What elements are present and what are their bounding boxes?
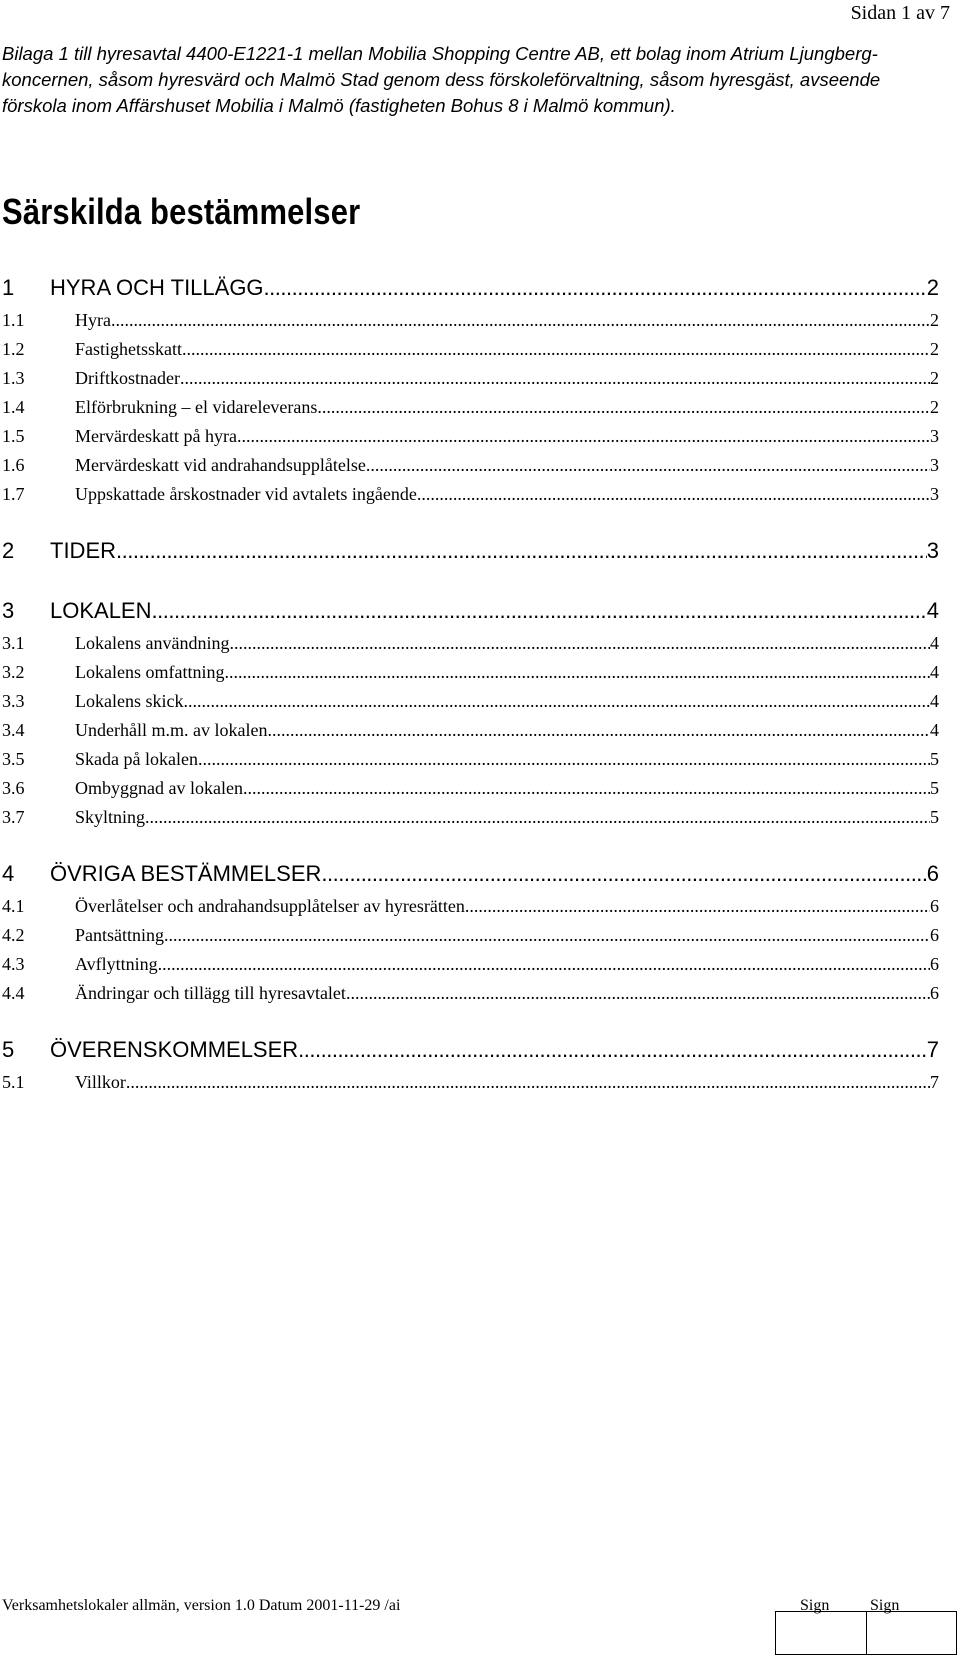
toc-label: Överlåtelser och andrahandsupplåtelser av hyresrätten [75,896,465,916]
toc-label: Avflyttning [75,954,158,974]
toc-subsection-entry[interactable] [2,364,939,393]
toc-number: 4.1 [2,896,25,916]
toc-dot-leader [158,950,930,979]
toc-subsection-entry[interactable] [2,892,939,921]
toc-number: 4.4 [2,983,25,1003]
toc-dot-leader [182,335,930,364]
toc-section-entry[interactable] [2,593,939,629]
toc-label: Skada på lokalen [75,749,198,769]
toc-page-number: 6 [930,954,939,974]
toc-dot-leader [183,687,930,716]
toc-subsection-entry[interactable] [2,745,939,774]
toc-label: Pantsättning [75,925,164,945]
toc-subsection-entry[interactable] [2,774,939,803]
toc-section-entry[interactable] [2,856,939,892]
toc-number: 1.2 [2,339,25,359]
toc-number: 4.2 [2,925,25,945]
table-of-contents [2,270,939,1097]
toc-number: 3.3 [2,691,25,711]
toc-dot-leader [224,658,930,687]
toc-label: Lokalens omfattning [75,662,225,682]
toc-subsection-entry[interactable] [2,950,939,979]
toc-number: 5 [2,1037,15,1062]
toc-subsection-entry[interactable] [2,393,939,422]
toc-subsection-entry[interactable] [2,451,939,480]
toc-subsection-entry[interactable] [2,306,939,335]
toc-page-number: 3 [930,455,939,475]
toc-number: 1 [2,275,15,300]
intro-paragraph: Bilaga 1 till hyresavtal 4400-E1221-1 mellan Mobilia Shopping Centre AB, ett bolag inom Atrium Ljungberg-koncernen, såsom hyresvärd och Malmö Stad genom dess förskoleförvaltning, såsom hyresgäst, avseende förskola inom Affärshuset Mobilia i Malmö (fastigheten Bohus 8 i Malmö kommun). [2,43,881,116]
toc-page-number: 6 [926,861,939,886]
signature-boxes [775,1611,957,1655]
toc-label: Elförbrukning – el vidareleverans [75,397,318,417]
toc-number: 1.4 [2,397,25,417]
toc-subsection-entry[interactable] [2,335,939,364]
toc-page-number: 7 [930,1072,939,1092]
toc-label: Mervärdeskatt på hyra [75,426,237,446]
toc-number: 1.7 [2,484,25,504]
toc-label: ÖVRIGA BESTÄMMELSER [50,861,322,886]
toc-page-number: 7 [926,1037,939,1062]
toc-page-number: 4 [930,633,939,653]
toc-section-entry[interactable] [2,533,939,569]
toc-dot-leader [366,451,930,480]
toc-dot-leader [180,364,930,393]
footer-version-text: Verksamhetslokaler allmän, version 1.0 Datum 2001-11-29 /ai [2,1597,401,1614]
toc-page-number: 5 [930,807,939,827]
toc-subsection-entry[interactable] [2,1068,939,1097]
toc-page-number: 6 [930,983,939,1003]
toc-dot-leader [152,593,927,629]
toc-number: 3.5 [2,749,25,769]
toc-dot-leader [298,1032,927,1068]
toc-dot-leader [465,892,930,921]
signature-box-2[interactable] [866,1612,957,1655]
toc-subsection-entry[interactable] [2,716,939,745]
toc-page-number: 3 [930,426,939,446]
toc-number: 3.7 [2,807,25,827]
toc-label: ÖVERENSKOMMELSER [50,1037,299,1062]
signature-box-1[interactable] [776,1612,867,1655]
page-number: Sidan 1 av 7 [850,2,950,24]
toc-page-number: 2 [930,368,939,388]
toc-page-number: 4 [930,691,939,711]
toc-subsection-entry[interactable] [2,480,939,509]
toc-dot-leader [116,533,927,569]
toc-page-number: 5 [930,749,939,769]
toc-label: Lokalens användning [75,633,230,653]
toc-subsection-entry[interactable] [2,629,939,658]
toc-label: Villkor [75,1072,126,1092]
sign-label-2: Sign [870,1597,900,1614]
toc-number: 2 [2,538,15,563]
toc-dot-leader [237,422,930,451]
toc-number: 1.6 [2,455,25,475]
toc-label: Lokalens skick [75,691,184,711]
document-title: Särskilda bestämmelser [2,191,361,232]
toc-label: Uppskattade årskostnader vid avtalets ingående [75,484,417,504]
toc-page-number: 2 [930,397,939,417]
toc-subsection-entry[interactable] [2,422,939,451]
toc-number: 1.3 [2,368,25,388]
toc-dot-leader [321,856,926,892]
toc-page-number: 4 [930,720,939,740]
toc-dot-leader [111,306,930,335]
toc-section-entry[interactable] [2,270,939,306]
toc-subsection-entry[interactable] [2,803,939,832]
toc-dot-leader [267,716,930,745]
toc-page-number: 6 [930,896,939,916]
toc-number: 4 [2,861,15,886]
toc-subsection-entry[interactable] [2,979,939,1008]
toc-dot-leader [417,480,930,509]
toc-label: HYRA OCH TILLÄGG [50,275,264,300]
toc-label: Ombyggnad av lokalen [75,778,243,798]
toc-subsection-entry[interactable] [2,658,939,687]
toc-page-number: 6 [930,925,939,945]
toc-number: 5.1 [2,1072,25,1092]
sign-label-1: Sign [800,1597,830,1614]
toc-label: TIDER [50,538,116,563]
toc-page-number: 2 [930,310,939,330]
toc-dot-leader [243,774,930,803]
toc-label: LOKALEN [50,598,152,623]
toc-number: 3 [2,598,15,623]
toc-number: 1.1 [2,310,25,330]
toc-dot-leader [164,921,930,950]
toc-page-number: 5 [930,778,939,798]
toc-label: Driftkostnader [75,368,180,388]
toc-page-number: 2 [930,339,939,359]
toc-label: Ändringar och tillägg till hyresavtalet [75,983,346,1003]
toc-number: 1.5 [2,426,25,446]
toc-dot-leader [229,629,930,658]
toc-dot-leader [126,1068,930,1097]
toc-page-number: 3 [930,484,939,504]
toc-dot-leader [145,803,930,832]
toc-subsection-entry[interactable] [2,921,939,950]
toc-page-number: 4 [930,662,939,682]
toc-section-entry[interactable] [2,1032,939,1068]
toc-dot-leader [264,270,927,306]
toc-label: Mervärdeskatt vid andrahandsupplåtelse [75,455,366,475]
toc-page-number: 2 [926,275,939,300]
toc-page-number: 3 [926,538,939,563]
toc-number: 3.1 [2,633,25,653]
toc-label: Skyltning [75,807,146,827]
toc-dot-leader [317,393,930,422]
toc-number: 3.4 [2,720,25,740]
toc-label: Hyra [75,310,111,330]
toc-number: 3.6 [2,778,25,798]
toc-label: Underhåll m.m. av lokalen [75,720,268,740]
toc-label: Fastighetsskatt [75,339,182,359]
toc-dot-leader [346,979,930,1008]
toc-page-number: 4 [926,598,939,623]
toc-number: 3.2 [2,662,25,682]
toc-dot-leader [198,745,930,774]
toc-subsection-entry[interactable] [2,687,939,716]
toc-number: 4.3 [2,954,25,974]
